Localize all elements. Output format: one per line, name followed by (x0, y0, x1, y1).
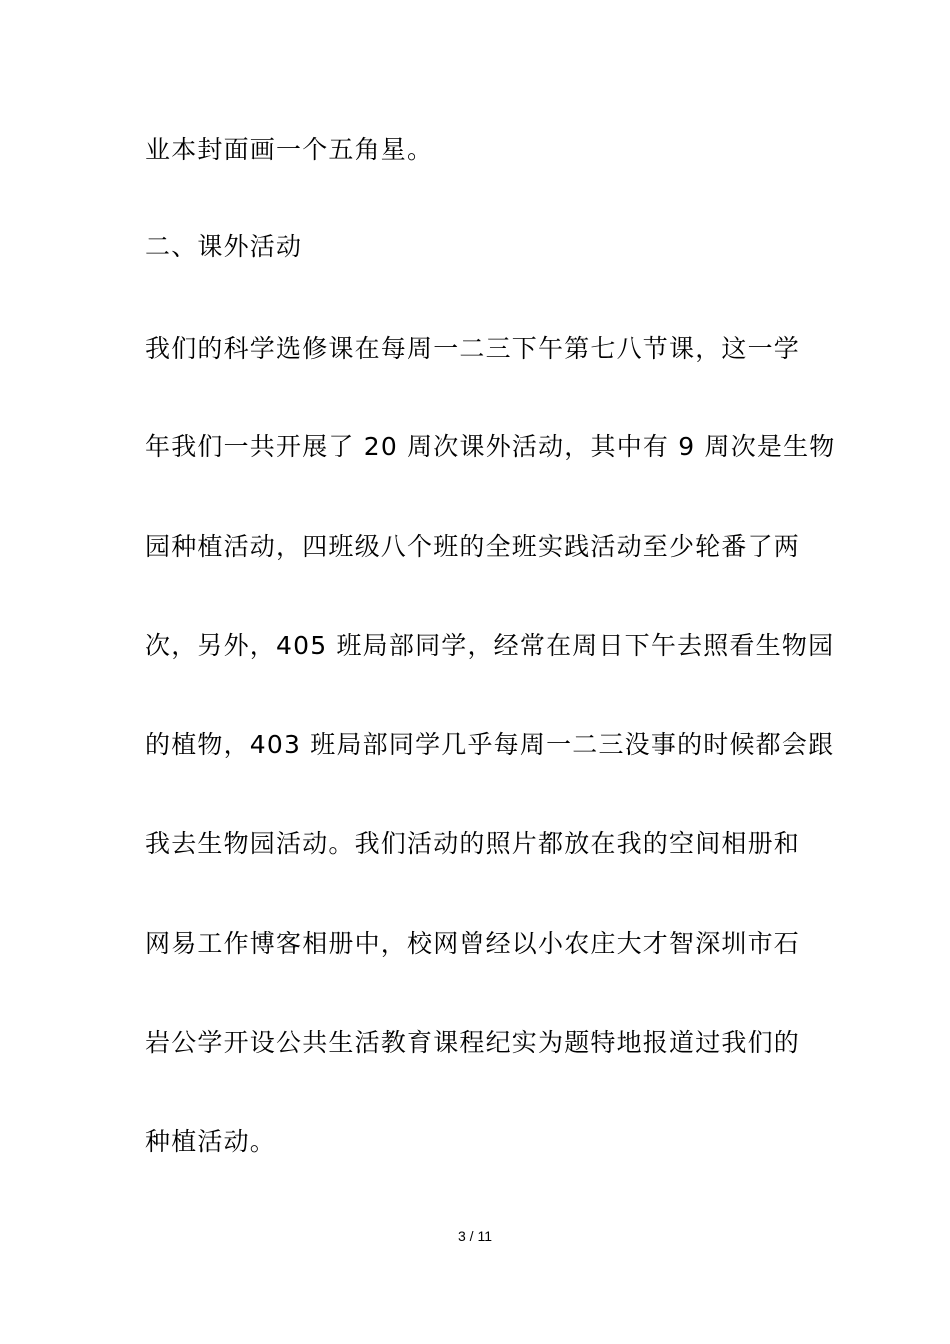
paragraph-line: 园种植活动，四班级八个班的全班实践活动至少轮番了两 (145, 532, 801, 561)
paragraph-line: 网易工作博客相册中，校网曾经以小农庄大才智深圳市石 (145, 929, 801, 958)
paragraph-line: 岩公学开设公共生活教育课程纪实为题特地报道过我们的 (145, 1028, 801, 1057)
paragraph-line: 年我们一共开展了 20 周次课外活动，其中有 9 周次是生物 (145, 432, 836, 461)
paragraph-line: 次，另外，405 班局部同学，经常在周日下午去照看生物园 (145, 631, 835, 660)
paragraph-line: 种植活动。 (145, 1127, 277, 1156)
paragraph-line: 的植物，403 班局部同学几乎每周一二三没事的时候都会跟 (145, 730, 835, 759)
paragraph-line: 业本封面画一个五角星。 (145, 135, 434, 164)
page-number: 3 / 11 (458, 1228, 492, 1244)
paragraph-line: 我去生物园活动。我们活动的照片都放在我的空间相册和 (145, 829, 801, 858)
paragraph-line: 我们的科学选修课在每周一二三下午第七八节课，这一学 (145, 334, 801, 363)
section-heading: 二、课外活动 (145, 232, 303, 261)
